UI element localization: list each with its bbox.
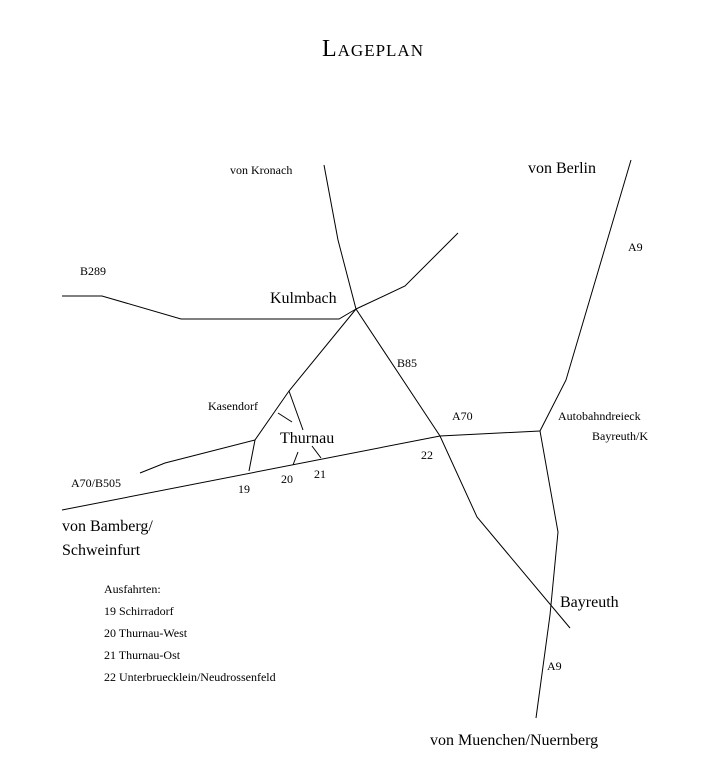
legend-item: 20 Thurnau-West [104, 626, 188, 640]
exit-20-number: 20 [281, 472, 293, 486]
label-a70-b505: A70/B505 [71, 476, 122, 490]
exit-20-stub [293, 452, 298, 465]
label-a9-south: A9 [547, 659, 562, 673]
exit-22-number: 22 [421, 448, 433, 462]
thurnau-spur-road [278, 413, 292, 422]
exit-21-number: 21 [314, 467, 326, 481]
label-schweinfurt: Schweinfurt [62, 542, 141, 559]
label-thurnau: Thurnau [280, 430, 335, 447]
b505-road [140, 440, 255, 473]
legend-item: 19 Schirradorf [104, 604, 174, 618]
exit-21-stub [312, 446, 321, 458]
label-a70: A70 [452, 409, 473, 423]
legend-item: 21 Thurnau-Ost [104, 648, 181, 662]
label-kasendorf: Kasendorf [208, 399, 258, 413]
map-title: Lageplan [322, 36, 424, 62]
label-autobahndreieck: Autobahndreieck [558, 409, 641, 423]
label-b289: B289 [80, 264, 107, 278]
kronach-b85-road [324, 165, 570, 628]
label-b85: B85 [397, 356, 418, 370]
label-von-muenchen: von Muenchen/Nuernberg [430, 732, 599, 749]
label-a9-north: A9 [628, 240, 643, 254]
label-von-bamberg: von Bamberg/ [62, 518, 153, 535]
thurnau-connector-road [289, 391, 303, 430]
label-bayreuth: Bayreuth [560, 594, 619, 611]
label-kulmbach: Kulmbach [270, 290, 337, 307]
exits-legend [104, 582, 276, 692]
legend-heading: Ausfahrten: [104, 582, 161, 596]
exit-19-number: 19 [238, 482, 250, 496]
label-von-berlin: von Berlin [528, 160, 596, 177]
legend-item: 22 Unterbruecklein/Neudrossenfeld [104, 670, 276, 684]
label-von-kronach: von Kronach [230, 163, 293, 177]
label-bayreuth-k: Bayreuth/K [592, 429, 648, 443]
kulmbach-northeast-road [356, 233, 458, 309]
